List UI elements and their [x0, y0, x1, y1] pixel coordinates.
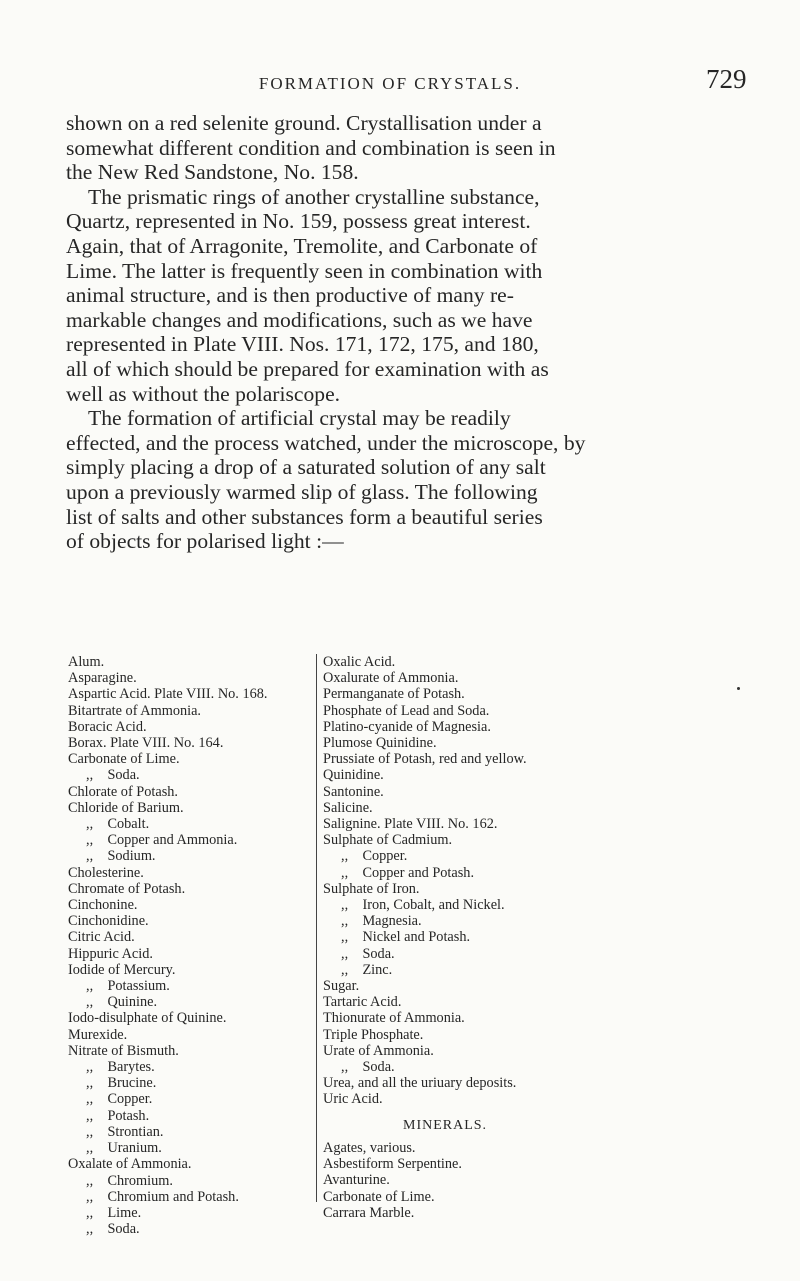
list-item: ,, Brucine.: [86, 1075, 157, 1092]
list-item: Salignine. Plate VIII. No. 162.: [323, 816, 498, 833]
list-item: ,, Copper.: [341, 848, 408, 865]
list-item: ,, Strontian.: [86, 1123, 164, 1140]
column-divider: [316, 654, 317, 1202]
list-item: Plumose Quinidine.: [323, 735, 437, 752]
text-line: well as without the polariscope.: [66, 381, 341, 406]
list-item: ,, Soda.: [86, 767, 140, 784]
list-item: ,, Barytes.: [86, 1059, 155, 1076]
list-item: Borax. Plate VIII. No. 164.: [68, 735, 224, 752]
list-item: Asparagine.: [68, 670, 137, 687]
list-item: Oxalurate of Ammonia.: [323, 670, 459, 687]
salt-list-right: [323, 654, 763, 1221]
list-item: Avanturine.: [323, 1172, 390, 1189]
list-item: Aspartic Acid. Plate VIII. No. 168.: [68, 686, 268, 703]
list-item: Asbestiform Serpentine.: [323, 1156, 462, 1173]
list-item: Quinidine.: [323, 767, 384, 784]
list-item: ,, Copper and Potash.: [341, 864, 475, 881]
list-item: Iodo-disulphate of Quinine.: [68, 1010, 227, 1027]
list-item: ,, Copper.: [86, 1091, 153, 1108]
salt-list-left: [68, 654, 318, 1237]
list-item: ,, Potash.: [86, 1107, 150, 1124]
text-line: list of salts and other substances form a beautiful series: [66, 504, 543, 529]
list-item: Urea, and all the uriuary deposits.: [323, 1075, 517, 1092]
page-number: 729: [706, 64, 747, 94]
list-item: Urate of Ammonia.: [323, 1042, 434, 1059]
text-line: Lime. The latter is frequently seen in combination with: [66, 258, 543, 283]
list-item: Oxalic Acid.: [323, 654, 396, 670]
list-item: ,, Soda.: [86, 1221, 140, 1238]
page-header: [0, 64, 800, 100]
text-line: the New Red Sandstone, No. 158.: [66, 160, 359, 185]
list-item: Uric Acid.: [323, 1091, 383, 1108]
list-item: Phosphate of Lead and Soda.: [323, 702, 490, 719]
list-item: Cinchonidine.: [68, 913, 149, 930]
text-line: of objects for polarised light :—: [66, 529, 344, 554]
list-item: Carbonate of Lime.: [68, 751, 180, 768]
text-line: The prismatic rings of another crystalline substance,: [88, 184, 540, 209]
list-item: Cholesterine.: [68, 864, 144, 881]
text-line: upon a previously warmed slip of glass. The following: [66, 479, 538, 504]
list-item: Santonine.: [323, 783, 384, 800]
minerals-heading: MINERALS.: [403, 1117, 488, 1133]
list-item: Murexide.: [68, 1026, 128, 1043]
list-item: ,, Chromium.: [86, 1172, 173, 1189]
list-item: Iodide of Mercury.: [68, 961, 176, 978]
list-item: ,, Soda.: [341, 1059, 395, 1076]
list-item: Prussiate of Potash, red and yellow.: [323, 751, 527, 768]
list-item: Triple Phosphate.: [323, 1026, 424, 1043]
text-line: shown on a red selenite ground. Crystallisation under a: [66, 111, 542, 135]
list-item: Platino-cyanide of Magnesia.: [323, 718, 491, 735]
body-paragraph: [66, 111, 766, 554]
speck: [737, 687, 740, 690]
list-item: Sugar.: [323, 978, 360, 995]
list-item: Agates, various.: [323, 1139, 416, 1156]
list-item: ,, Magnesia.: [341, 913, 422, 930]
text-line: markable changes and modifications, such as we have: [66, 307, 533, 332]
list-item: Citric Acid.: [68, 929, 135, 946]
list-item: ,, Zinc.: [341, 961, 393, 978]
list-item: ,, Potassium.: [86, 978, 170, 995]
text-line: The formation of artificial crystal may be readily: [88, 406, 511, 431]
list-item: Oxalate of Ammonia.: [68, 1156, 192, 1173]
list-item: ,, Soda.: [341, 945, 395, 962]
list-item: Salicine.: [323, 799, 373, 816]
list-item: Bitartrate of Ammonia.: [68, 702, 202, 719]
list-item: Boracic Acid.: [68, 718, 147, 735]
running-head: FORMATION OF CRYSTALS.: [258, 74, 522, 93]
text-line: Again, that of Arragonite, Tremolite, and Carbonate of: [66, 233, 538, 258]
list-item: Sulphate of Cadmium.: [323, 832, 453, 849]
list-item: ,, Lime.: [86, 1204, 142, 1221]
list-item: ,, Iron, Cobalt, and Nickel.: [341, 897, 505, 914]
list-item: Tartaric Acid.: [323, 994, 402, 1011]
list-item: ,, Uranium.: [86, 1140, 162, 1157]
text-line: animal structure, and is then productive of many re-: [66, 283, 514, 308]
list-item: Alum.: [68, 654, 105, 670]
list-item: ,, Cobalt.: [86, 816, 150, 833]
list-item: ,, Nickel and Potash.: [341, 929, 471, 946]
list-item: Carbonate of Lime.: [323, 1188, 435, 1205]
list-item: ,, Copper and Ammonia.: [86, 832, 238, 849]
text-line: simply placing a drop of a saturated solution of any salt: [66, 455, 546, 480]
text-line: somewhat different condition and combination is seen in: [66, 135, 556, 160]
list-item: ,, Sodium.: [86, 848, 156, 865]
list-item: ,, Quinine.: [86, 994, 158, 1011]
list-item: ,, Chromium and Potash.: [86, 1188, 239, 1205]
text-line: Quartz, represented in No. 159, possess great interest.: [66, 209, 531, 234]
list-item: Carrara Marble.: [323, 1204, 415, 1221]
list-item: Permanganate of Potash.: [323, 686, 465, 703]
list-item: Thionurate of Ammonia.: [323, 1010, 465, 1027]
list-item: Hippuric Acid.: [68, 945, 153, 962]
list-item: Cinchonine.: [68, 897, 138, 914]
list-item: Chloride of Barium.: [68, 799, 184, 816]
list-item: Chromate of Potash.: [68, 880, 186, 897]
list-item: Chlorate of Potash.: [68, 783, 178, 800]
list-item: Sulphate of Iron.: [323, 880, 420, 897]
text-line: all of which should be prepared for examination with as: [66, 356, 549, 381]
text-line: effected, and the process watched, under the microscope, by: [66, 430, 586, 455]
text-line: represented in Plate VIII. Nos. 171, 172, 175, and 180,: [66, 332, 539, 357]
list-item: Nitrate of Bismuth.: [68, 1042, 179, 1059]
